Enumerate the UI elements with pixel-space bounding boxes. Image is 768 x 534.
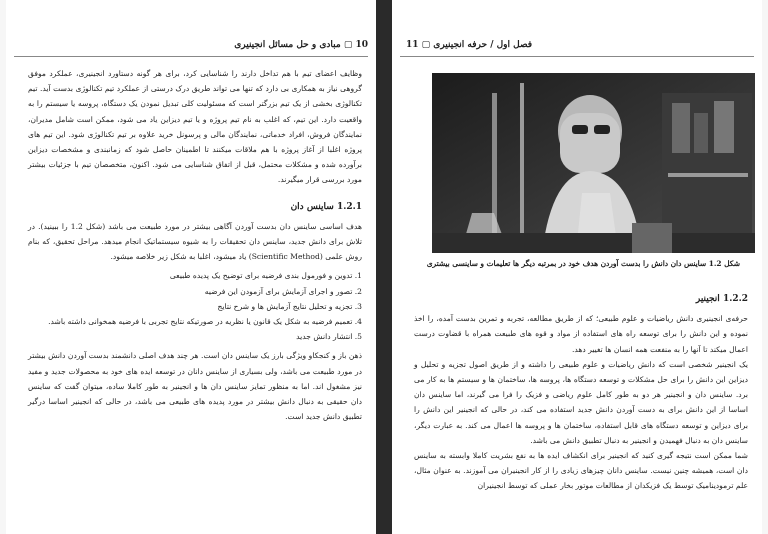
paragraph: شما ممکن است نتیجه گیری کنید که انجینیر برای انکشاف ایده ها به نفع بشریت کاملا وابسته به ساینس دان است، همیشه چنین نیست. ساینس دانان چیزهای زیادی را از کار انجینیران می آموزند. به عنوان مثال، علم ترمودینامیک توسط یک فزیکدان از مطالعات موتور بخار عملی که توسط انجینیران	[414, 451, 748, 491]
list-item: 4. تعمیم فرضیه به شکل یک قانون یا نظریه در صورتیکه نتایج تجربی با فرضیه همخوانی داشته باشد.	[48, 317, 362, 327]
paragraph: ذهن باز و کنجکاو ویژگی بارز یک ساینس دان است. هر چند هدف اصلی دانشمند بدست آوردن دانش بیشتر در مورد طبیعت می باشد، ولی بسیاری از ساینس دانان در توسعه ایده های خود به محصولات جدید و مفید نیز مشغول اند. اما به منظور تمایز ساینس دان ها و انجینیر به طور کاملا ساده، میتوان گفت که ساینس دان حقیقی به دنبال دانش بیشتر در مورد پدیده های طبیعی می باشد، در حالی که انجینیر اساسا درگیر تطبیق دانش جدید است.	[28, 351, 362, 422]
header-rule	[14, 56, 368, 57]
running-header: فصل اول / حرفه انجینیری ▢ 11	[406, 40, 533, 50]
left-body	[28, 66, 362, 424]
list-item: 3. تجزیه و تحلیل نتایج آزمایش ها و شرح نتایج	[217, 301, 362, 311]
list-item: 5. انتشار دانش جدید	[296, 332, 362, 342]
paragraph: هدف اساسی ساینس دان بدست آوردن آگاهی بیشتر در مورد طبیعت می باشد (شکل 1.2 را ببینید). در تلاش برای دانش جدید، ساینس دان تحقیقات را به شیوه سیستماتیک انجام میدهد. مراحل تحقیق، که بنام روش علمی (Scientific Method) یاد میشود، اغلبا به شکل زیر خلاصه میشود.	[28, 221, 362, 262]
section-heading: 1.2.1 ساینس دان	[290, 201, 362, 212]
figure-caption: شکل 1.2 ساینس دان دانش را بدست آوردن هدف خود در بمرتبه دیگر ها تعلیمات و ساینسی بیشتری	[426, 259, 740, 268]
left-page	[6, 0, 376, 534]
scientist-photo	[432, 73, 755, 253]
list-item: 1. تدوین و فورمول بندی فرضیه برای توضیح یک پدیده طبیعی	[169, 271, 362, 281]
paragraph: وظایف اعضای تیم با هم تداخل دارند را شناسایی کرد، برای هر گونه دستاورد انجینیری، عملکرد موفق گروهی نیاز به همکاری بی دارد که تنها می تواند طریق درک درستی از عملکرد تیم تکنالوژی بدست آید. تیم تکنالوژی بخشی از یک تیم بزرگتر است که مسئولیت کلی تبدیل نمودن یک دستگاه، پروسه یا سیستم را به واقعیت دارد. این تیم، که اغلب به نام تیم پروژه و یا تیم دیزاین یاد می شود، ممکن است شامل مدیران، نمایندگان فروش، افراد خدماتی، نمایندگان مالی و پرسونل خرید علاوه بر تیم تکنالوژی شود. این تیم های پروژه اغلبا از آغاز پروژه با هم ملاقات میکنند تا اطمینان حاصل شود که زمانبندی و مشخصات دیزاین برآورده شده و مشکلات محتمل، قبل از اتفاق شناسایی می شود. اکنون، متخصصان تیم با جزئیات بیشتر مورد بررسی قرار میگیرند.	[28, 69, 362, 185]
paragraph: حرفه‌ی انجینیری دانش ریاضیات و علوم طبیعی؛ که از طریق مطالعه، تجربه و تمرین بدست آمده، را اخذ نموده و این دانش را برای توسعه راه های استفاده از مواد و قوه های طبیعت همراه با قضاوت درست اعمال میکند تا آنها را به منفعت همه انسان ها تغییر دهد.	[414, 314, 748, 354]
paragraph: یک انجینیر شخصی است که دانش ریاضیات و علوم طبیعی را داشته و از طریق اصول تجزیه و تحلیل و دیزاین این دانش را برای حل مشکلات و توسعه دستگاه ها، پروسه ها، ساختمان ها و سیستم ها به کار می برد. ساینس دان و انجینیر هر دو به طور کامل علوم ریاضی و فزیک را فرا می گیرند، اما ساینس دان اساسا از این دانش برای به دست آوردن دانش جدید استفاده می کند، در حالی که انجینیر این دانش را برای دیزاین و توسعه دستگاه های قابل استفاده، ساختمان ها و پروسه ها اعمال می کند. به عبارت دیگر، ساینس دان به دنبال فهمیدن و انجینیر به دنبال تطبیق دانش می باشد.	[414, 359, 748, 445]
book-spine	[376, 0, 392, 534]
list-item: 2. تصور و اجرای آزمایش برای آزمودن این فرضیه	[204, 286, 362, 296]
right-body	[414, 292, 748, 494]
right-page	[392, 0, 762, 534]
steps-list	[28, 268, 362, 344]
section-heading: 1.2.2 انجینیر	[695, 294, 748, 304]
header-rule	[400, 56, 754, 57]
running-header: 10 ▢ مبادی و حل مسائل انجینیری	[234, 40, 368, 50]
